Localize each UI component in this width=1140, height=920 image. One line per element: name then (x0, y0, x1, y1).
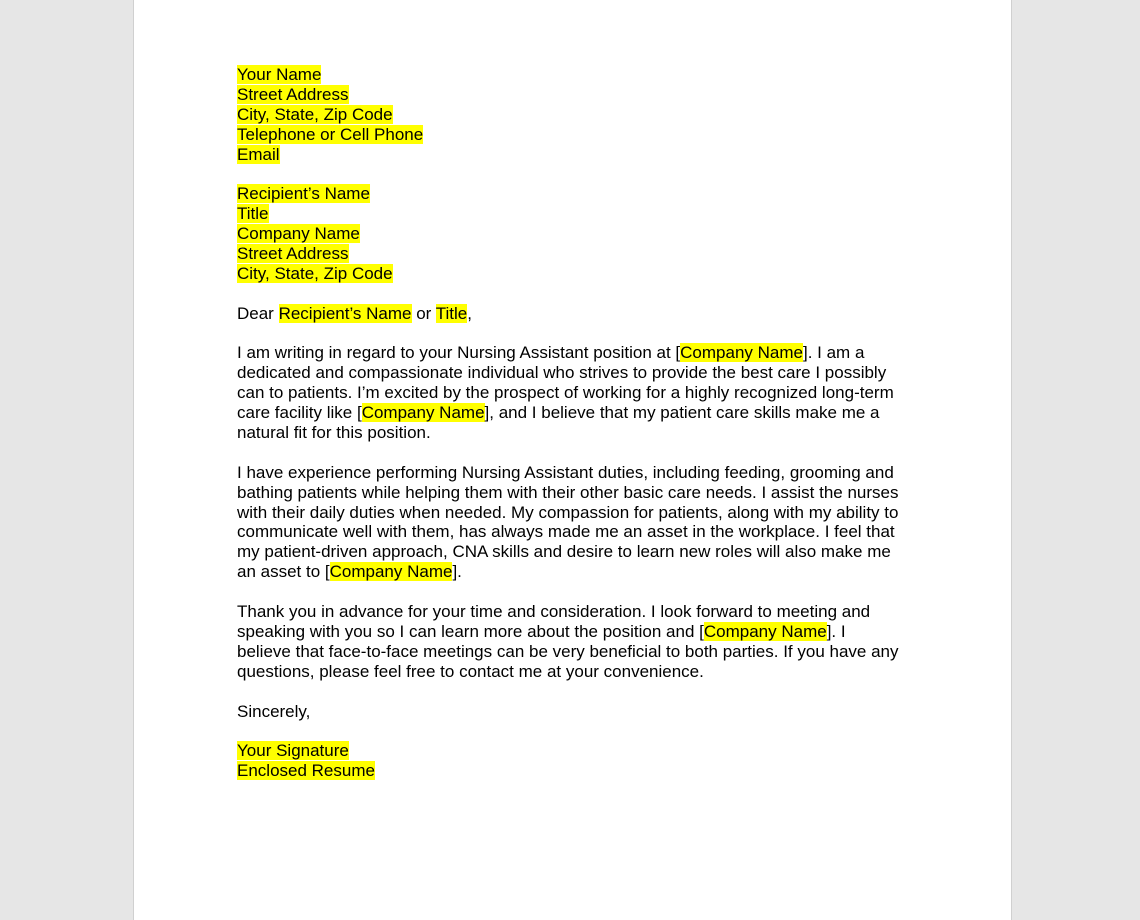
sender-street: Street Address (237, 84, 349, 104)
company-name-field: Company Name (329, 562, 453, 582)
sender-block (237, 65, 927, 164)
company-name-field: Company Name (703, 621, 827, 641)
recipient-block (237, 184, 927, 283)
document-page (133, 0, 1012, 920)
company-name-field: Company Name (680, 343, 803, 363)
paragraph-2: I have experience performing Nursing Assistant duties, including feeding, grooming and bathing patients while helping them with their other basic care needs. I assist the nurses with their daily duties when needed. My compassion for patients, along with my ability to communicate well with them, has always made me an asset in the workplace. I feel that my patient-driven approach, CNA skills and desire to learn new roles will also make me an asset to [Company Name]. (237, 462, 899, 582)
signature: Your Signature (237, 741, 349, 761)
sender-email: Email (237, 144, 280, 164)
salutation-title: Title (435, 303, 468, 323)
sender-name: Your Name (237, 65, 322, 84)
letter-body[interactable] (237, 65, 927, 781)
sender-city: City, State, Zip Code (237, 104, 393, 124)
recipient-company: Company Name (237, 224, 360, 244)
salutation-name: Recipient’s Name (278, 303, 412, 323)
salutation: Dear Recipient’s Name or Title, (237, 303, 472, 323)
company-name-field: Company Name (361, 403, 485, 423)
paragraph-3: Thank you in advance for your time and consideration. I look forward to meeting and speaking with you so I can learn more about the position and [Company Name]. I believe that face-to-face meetings can be very beneficial to both parties. If you have any questions, please feel free to contact me at your convenience. (237, 602, 899, 681)
recipient-city: City, State, Zip Code (237, 263, 393, 283)
sender-phone: Telephone or Cell Phone (237, 124, 424, 144)
recipient-street: Street Address (237, 244, 349, 264)
paragraph-1: I am writing in regard to your Nursing Assistant position at [Company Name]. I am a dedicated and compassionate individual who strives to provide the best care I possibly can to patients. I’m excited by the prospect of working for a highly recognized long-term care facility like [Company Name], and I believe that my patient care skills make me a natural fit for this position. (237, 343, 894, 443)
recipient-title: Title (237, 204, 269, 224)
closing: Sincerely, (237, 701, 311, 721)
recipient-name: Recipient’s Name (237, 184, 370, 204)
enclosure: Enclosed Resume (237, 761, 375, 781)
